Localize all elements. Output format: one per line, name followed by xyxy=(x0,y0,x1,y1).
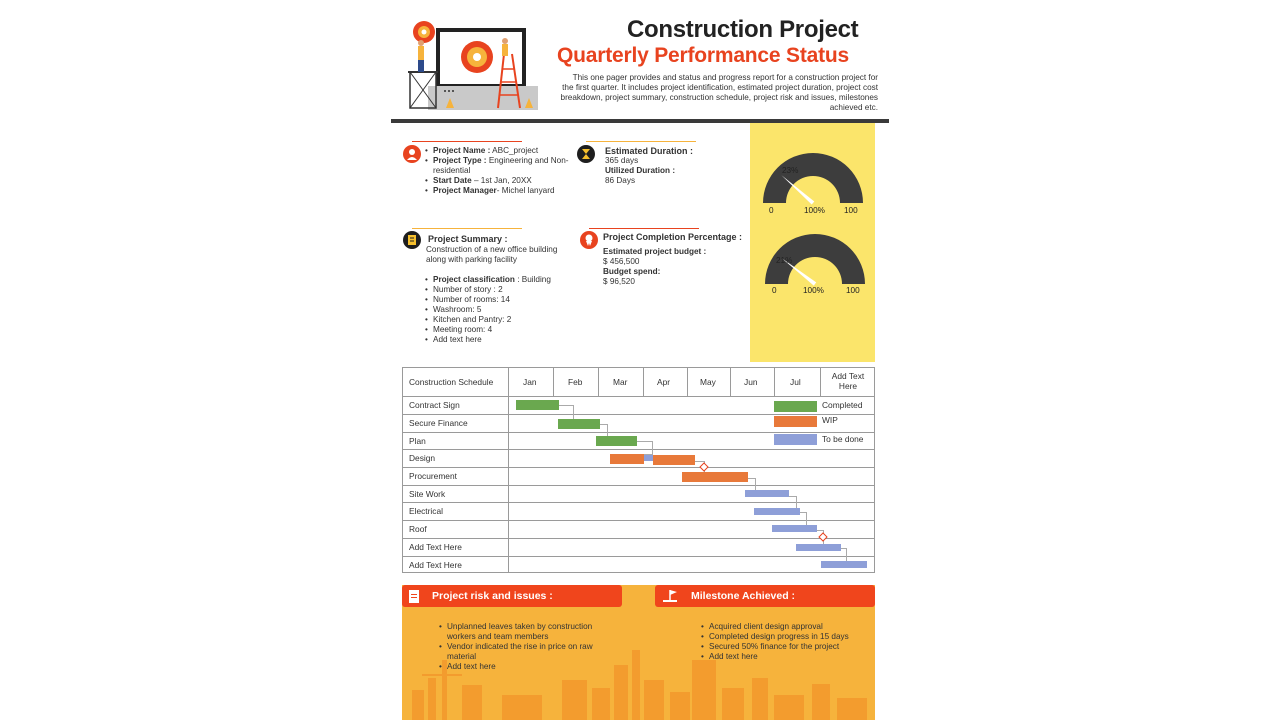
spend-value: $ 96,520 xyxy=(603,277,635,286)
month-header: May xyxy=(700,377,716,387)
legend-label: Completed xyxy=(822,400,863,410)
gantt-bar-wip xyxy=(610,454,644,464)
summary-heading-box xyxy=(428,234,568,244)
gauge-mid-label: 100% xyxy=(804,206,825,215)
risk-banner xyxy=(402,585,622,607)
gauge-value-label: 21% xyxy=(776,256,793,265)
project-manager-item xyxy=(433,186,573,196)
construction-illustration xyxy=(400,14,550,114)
gantt-bar-todo xyxy=(821,561,867,568)
gauge-max-label: 100 xyxy=(844,206,858,215)
title-line-2: Quarterly Performance Status xyxy=(557,44,850,67)
task-label: Plan xyxy=(409,436,426,446)
dependency-connector xyxy=(800,512,807,526)
summary-text: Construction of a new office building along with parking facility xyxy=(426,245,558,264)
summary-item: • Add text here xyxy=(433,335,583,345)
gauge-max-label: 100 xyxy=(846,286,860,295)
classification-label: Project classification xyxy=(433,275,515,284)
spend-label: Budget spend: xyxy=(603,267,661,276)
budget-value: $ 456,500 xyxy=(603,257,640,266)
project-type-value: Engineering and Non-residential xyxy=(433,156,569,175)
task-label: Contract Sign xyxy=(409,400,460,410)
project-name-label: Project Name : xyxy=(433,146,491,155)
task-label: Procurement xyxy=(409,471,457,481)
clipboard-icon xyxy=(407,588,421,604)
gantt-bar-completed xyxy=(516,400,559,410)
gantt-bar-todo xyxy=(754,508,800,515)
month-header: Jul xyxy=(790,377,801,387)
start-date-value: – 1st Jan, 20XX xyxy=(471,176,532,185)
start-date-item xyxy=(433,176,573,186)
grid-line xyxy=(402,538,875,539)
grid-line xyxy=(687,367,688,396)
classification-item xyxy=(433,275,583,285)
milestone-heading: Milestone Achieved : xyxy=(691,590,796,602)
month-header: Apr xyxy=(657,377,671,387)
project-info-list xyxy=(423,146,573,196)
gantt-bar-todo xyxy=(772,525,817,532)
budget-label: Estimated project budget : xyxy=(603,247,707,256)
last-column-header: Add Text Here xyxy=(831,371,865,391)
gantt-bar-completed xyxy=(558,419,600,429)
grid-line xyxy=(774,367,775,396)
grid-line xyxy=(402,467,875,468)
grid-line xyxy=(402,432,875,433)
grid-line xyxy=(402,485,875,486)
task-label: Roof xyxy=(409,524,427,534)
flag-icon xyxy=(660,588,680,604)
grid-line xyxy=(402,396,875,397)
project-manager-label: Project Manager xyxy=(433,186,497,195)
grid-line xyxy=(402,502,875,503)
section-rule xyxy=(412,141,522,142)
milestone-diamond-icon xyxy=(699,462,709,472)
milestone-banner xyxy=(655,585,875,607)
title-line-1: Construction Project xyxy=(627,16,859,43)
milestone-item: • Completed design progress in 15 days xyxy=(709,632,884,642)
grid-line xyxy=(643,367,644,396)
section-rule xyxy=(589,228,699,229)
risk-heading: Project risk and issues : xyxy=(432,590,553,602)
grid-line xyxy=(402,556,875,557)
completion-block xyxy=(603,232,753,242)
section-rule xyxy=(412,228,522,229)
month-header: Jun xyxy=(744,377,758,387)
summary-item: • Kitchen and Pantry: 2 xyxy=(433,315,583,325)
project-name-value: ABC_project xyxy=(490,146,539,155)
legend-swatch-wip xyxy=(774,416,817,427)
gantt-bar-todo xyxy=(745,490,789,497)
start-date-label: Start Date xyxy=(433,176,472,185)
summary-item: • Meeting room: 4 xyxy=(433,325,583,335)
month-header: Jan xyxy=(523,377,537,387)
milestone-item: • Secured 50% finance for the project xyxy=(709,642,884,652)
task-label: Add Text Here xyxy=(409,542,462,552)
risk-list xyxy=(437,622,622,672)
milestone-item: • Add text here xyxy=(709,652,884,662)
classification-value: : Building xyxy=(514,275,551,284)
gauge-min-label: 0 xyxy=(772,286,777,295)
grid-line xyxy=(402,414,875,415)
estimated-duration-value: 365 days xyxy=(605,156,639,165)
risk-item: • Vendor indicated the rise in price on raw material xyxy=(447,642,622,662)
summary-item: • Washroom: 5 xyxy=(433,305,583,315)
project-type-item xyxy=(433,156,573,176)
grid-line xyxy=(508,367,509,396)
utilized-duration-value: 86 Days xyxy=(605,176,636,185)
summary-item: • Number of story : 2 xyxy=(433,285,583,295)
gantt-bar-wip xyxy=(653,455,695,465)
task-label: Site Work xyxy=(409,489,446,499)
schedule-header: Construction Schedule xyxy=(409,377,494,387)
duration-block xyxy=(605,146,745,186)
task-label: Electrical xyxy=(409,506,443,516)
hourglass-icon xyxy=(577,145,595,163)
gantt-bar-todo xyxy=(796,544,841,551)
gauge-min-label: 0 xyxy=(769,206,774,215)
section-rule xyxy=(586,141,696,142)
task-label: Design xyxy=(409,453,436,463)
summary-heading: Project Summary : xyxy=(428,234,508,244)
risk-item: • Add text here xyxy=(447,662,622,672)
project-manager-value: - Michel lanyard xyxy=(496,186,555,195)
dependency-connector xyxy=(637,441,653,455)
legend-swatch-completed xyxy=(774,401,817,412)
construction-schedule-table xyxy=(402,367,875,573)
legend-label: To be done xyxy=(822,434,864,444)
gauge-mid-label: 100% xyxy=(803,286,824,295)
utilized-duration-label: Utilized Duration : xyxy=(605,166,676,175)
gauge-value-label: 23% xyxy=(782,166,799,175)
milestone-item: • Acquired client design approval xyxy=(709,622,884,632)
summary-item: • Number of rooms: 14 xyxy=(433,295,583,305)
milestone-list xyxy=(699,622,884,662)
grid-line xyxy=(598,367,599,396)
gantt-bar-todo xyxy=(644,455,653,461)
award-icon xyxy=(580,231,598,249)
grid-line xyxy=(820,367,821,396)
risk-item: • Unplanned leaves taken by construction workers and team members xyxy=(447,622,622,642)
month-header: Mar xyxy=(613,377,628,387)
legend-swatch-todo xyxy=(774,434,817,445)
gantt-bar-wip xyxy=(682,472,748,482)
people-icon xyxy=(403,145,421,163)
grid-line xyxy=(553,367,554,396)
duration-gauge xyxy=(763,153,863,205)
legend-label: WIP xyxy=(822,415,838,425)
summary-list xyxy=(423,275,583,345)
duration-heading: Estimated Duration : xyxy=(605,146,694,156)
gantt-bar-completed xyxy=(596,436,637,446)
project-name-item xyxy=(433,146,573,156)
project-type-label: Project Type : xyxy=(433,156,487,165)
gauge-arc xyxy=(763,153,863,203)
document-icon xyxy=(403,231,421,249)
grid-line xyxy=(730,367,731,396)
task-label: Secure Finance xyxy=(409,418,468,428)
completion-heading: Project Completion Percentage : xyxy=(603,232,743,242)
header-description: This one pager provides and status and progress report for a construction project for the first quarter. It includes project identification, estimated project duration, project cost breakdown, project summary, construction schedule, project risk and issues, milestones achieved etc. xyxy=(560,73,878,112)
month-header: Feb xyxy=(568,377,583,387)
task-label: Add Text Here xyxy=(409,560,462,570)
budget-block xyxy=(603,247,743,287)
milestone-diamond-icon xyxy=(818,532,828,542)
